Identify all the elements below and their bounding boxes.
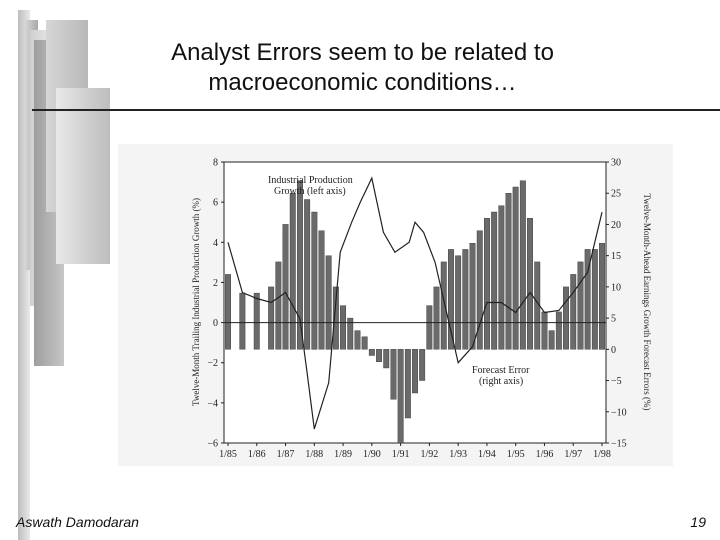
x-tick-label: 1/94 — [478, 449, 496, 460]
forecast-error-bar — [419, 349, 425, 380]
x-tick-label: 1/85 — [219, 449, 237, 460]
forecast-error-bar — [290, 193, 296, 349]
x-tick-label: 1/96 — [535, 449, 554, 460]
forecast-error-bar — [304, 200, 310, 350]
right-tick-label: 5 — [611, 313, 616, 325]
forecast-error-bar — [499, 206, 505, 350]
left-tick-label: −4 — [207, 398, 218, 410]
forecast-error-bar — [592, 249, 598, 349]
forecast-error-bar — [369, 349, 375, 355]
right-axis-ticks — [606, 158, 627, 450]
right-tick-label: −10 — [611, 407, 627, 419]
right-tick-label: 20 — [611, 219, 621, 231]
forecast-error-bar — [355, 331, 361, 350]
decorative-bar-6 — [56, 88, 110, 264]
right-tick-label: 15 — [611, 251, 621, 263]
left-tick-label: 2 — [213, 277, 218, 289]
left-tick-label: 0 — [213, 318, 218, 330]
forecast-error-bar — [319, 231, 325, 350]
x-tick-label: 1/93 — [449, 449, 468, 460]
x-tick-label: 1/92 — [420, 449, 439, 460]
right-tick-label: −5 — [611, 376, 622, 388]
forecast-error-bar — [376, 349, 382, 362]
forecast-error-bar — [578, 262, 584, 349]
forecast-error-bar — [491, 212, 497, 349]
slide-title — [90, 38, 635, 98]
forecast-error-bar — [427, 306, 433, 350]
forecast-error-bar — [542, 312, 548, 350]
forecast-error-bar — [571, 274, 577, 349]
forecast-error-bar — [362, 337, 368, 350]
x-tick-label: 1/86 — [247, 449, 266, 460]
right-tick-label: 30 — [611, 157, 621, 169]
forecast-error-bar — [448, 249, 454, 349]
forecast-error-bar — [391, 349, 397, 399]
forecast-error-bar — [240, 293, 246, 349]
forecast-error-bar — [434, 287, 440, 349]
left-axis-label: Twelve-Month Trailing Industrial Production Growth (%) — [191, 197, 201, 407]
forecast-error-bar — [549, 331, 555, 350]
left-tick-label: −6 — [207, 438, 218, 450]
forecast-error-bar — [326, 256, 332, 350]
left-tick-label: −2 — [207, 358, 218, 370]
forecast-error-bar — [513, 187, 519, 349]
x-tick-label: 1/90 — [362, 449, 381, 460]
left-axis-ticks — [207, 158, 224, 450]
forecast-error-bar — [599, 243, 605, 349]
slide-title-line-2: macroeconomic conditions… — [208, 69, 517, 96]
forecast-error-bar — [463, 249, 469, 349]
right-tick-label: 25 — [611, 188, 621, 200]
left-tick-label: 6 — [213, 197, 218, 209]
forecast-error-bar — [276, 262, 282, 349]
forecast-error-bar — [527, 218, 533, 349]
bar-annotation-1: Forecast Error — [472, 365, 530, 376]
forecast-error-bar — [225, 274, 231, 349]
forecast-error-bar — [297, 181, 303, 350]
chart-svg — [118, 144, 673, 466]
slide-title-line-1: Analyst Errors seem to be related to — [171, 39, 554, 66]
right-tick-label: 10 — [611, 282, 621, 294]
left-tick-label: 8 — [213, 157, 218, 169]
right-axis-label: Twelve-Month-Ahead Earnings Growth Forecast Errors (%) — [642, 193, 652, 411]
forecast-error-bar — [506, 193, 512, 349]
forecast-error-bar — [520, 181, 526, 350]
forecast-error-bar — [283, 224, 289, 349]
forecast-error-bar — [484, 218, 490, 349]
forecast-error-bar — [412, 349, 418, 393]
forecast-error-bar — [254, 293, 260, 349]
line-annotation-1: Industrial Production — [268, 175, 353, 186]
x-tick-label: 1/89 — [334, 449, 352, 460]
forecast-error-bar — [441, 262, 447, 349]
x-tick-label: 1/95 — [506, 449, 525, 460]
forecast-error-bar — [470, 243, 476, 349]
bar-annotation-2: (right axis) — [479, 376, 524, 387]
left-tick-label: 4 — [213, 237, 218, 249]
forecast-error-bar — [556, 312, 562, 350]
forecast-error-bar — [455, 256, 461, 350]
forecast-error-bar — [405, 349, 411, 418]
x-tick-label: 1/88 — [305, 449, 324, 460]
forecast-error-bar — [398, 349, 404, 443]
title-divider — [32, 109, 720, 111]
forecast-error-bar — [268, 287, 274, 349]
forecast-error-bar — [340, 306, 346, 350]
x-axis-ticks — [219, 443, 611, 460]
page-number: 19 — [690, 514, 706, 530]
x-tick-label: 1/91 — [391, 449, 410, 460]
forecast-error-bar — [384, 349, 390, 368]
forecast-error-bar — [563, 287, 569, 349]
author-name: Aswath Damodaran — [16, 514, 139, 530]
forecast-error-bar — [312, 212, 318, 349]
line-annotation-2: Growth (left axis) — [274, 186, 346, 197]
chart-container — [118, 144, 673, 466]
x-tick-label: 1/87 — [276, 449, 295, 460]
x-tick-label: 1/98 — [593, 449, 611, 460]
right-tick-label: 0 — [611, 344, 616, 356]
right-tick-label: −15 — [611, 438, 627, 450]
x-tick-label: 1/97 — [564, 449, 583, 460]
